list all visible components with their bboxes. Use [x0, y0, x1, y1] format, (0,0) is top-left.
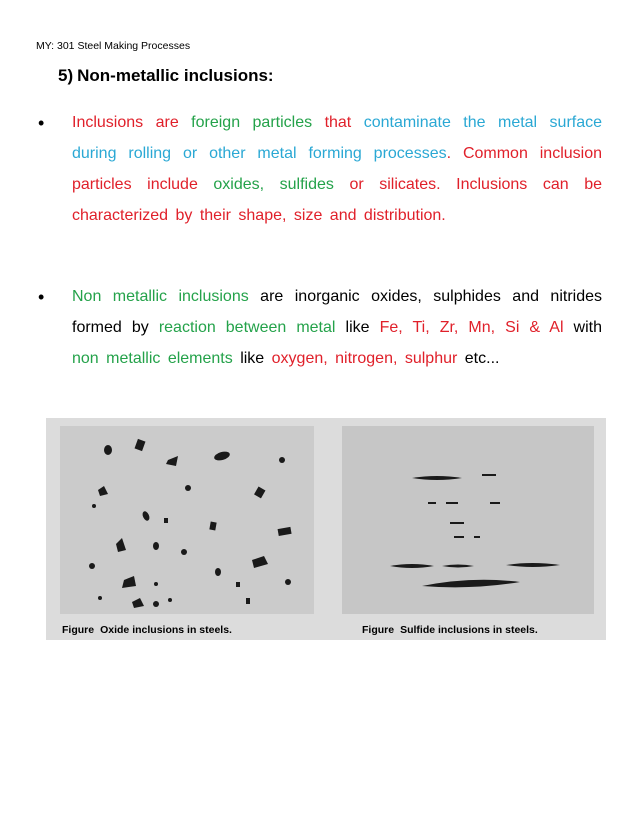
text-segment: Inclusions: [72, 114, 144, 131]
figure-caption-oxide: [62, 624, 232, 636]
text-segment: oxygen, nitrogen, sulphur: [271, 350, 458, 367]
text-segment: etc...: [457, 350, 500, 367]
text-segment: or silicates: [333, 176, 437, 193]
figure-caption-text: Sulfide inclusions in steels.: [400, 624, 538, 636]
text-segment: oxides, sulfides: [213, 176, 334, 193]
sulfide-inclusions-micrograph: [342, 426, 594, 614]
text-segment: . Common inclusion particles include: [72, 145, 602, 193]
text-segment: contaminate the metal surface during rolling or other metal forming processes: [72, 114, 603, 162]
text-segment: Fe, Ti, Zr, Mn, Si & Al: [379, 319, 564, 336]
paragraph-inclusions: [72, 107, 602, 231]
text-segment: are: [143, 114, 192, 131]
text-segment: foreign particles: [191, 114, 313, 131]
section-heading: Non-metallic inclusions:: [77, 66, 274, 85]
text-segment: reaction between metal: [158, 319, 336, 336]
figure-caption-sulfide: [362, 624, 538, 636]
figure-caption-text: Oxide inclusions in steels.: [100, 624, 232, 636]
text-segment: that: [312, 114, 364, 131]
bullet-marker: •: [38, 287, 45, 307]
figure-label: Figure: [362, 624, 395, 636]
text-segment: like: [335, 319, 380, 336]
page-header: MY: 301 Steel Making Processes: [36, 40, 191, 52]
oxide-micrograph-image: [60, 426, 314, 614]
figure-label: Figure: [62, 624, 95, 636]
bullet-marker: •: [38, 113, 45, 133]
text-segment: are inorganic oxides, sulphides and nitrides formed by: [72, 288, 603, 336]
text-segment: like: [232, 350, 272, 367]
oxide-inclusions-micrograph: [60, 426, 314, 614]
text-segment: non metallic elements: [72, 350, 233, 367]
section-number: 5): [58, 66, 74, 85]
figure-strip: [46, 418, 606, 640]
text-segment: . Inclusions can be characterized by their shape, size and distribution.: [72, 176, 602, 224]
sulfide-micrograph-image: [342, 426, 594, 614]
text-segment: Non metallic inclusions: [72, 288, 249, 305]
text-segment: with: [563, 319, 603, 336]
section-title: [58, 66, 274, 86]
paragraph-non-metallic: [72, 281, 602, 374]
